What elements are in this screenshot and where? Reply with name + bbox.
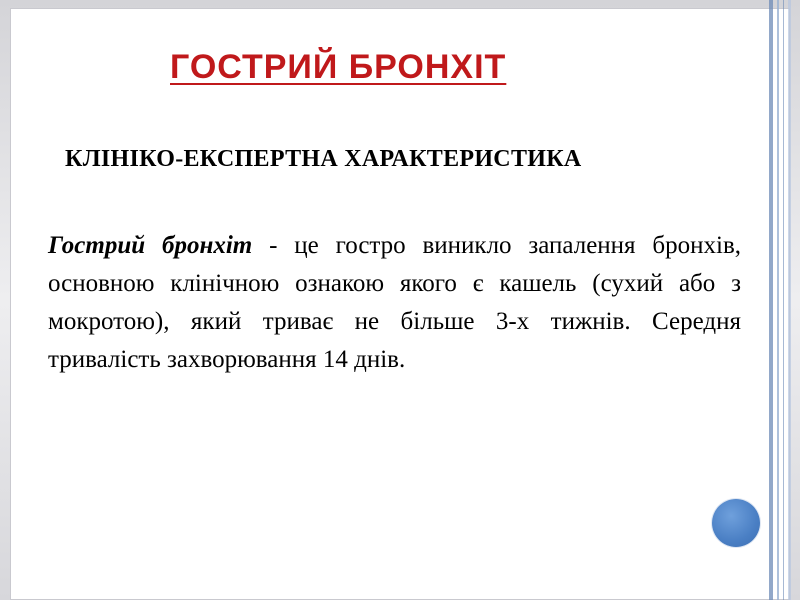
decorative-stripe	[783, 0, 784, 600]
decorative-stripe	[777, 0, 779, 600]
decorative-stripe	[788, 0, 791, 600]
circle-button-icon[interactable]	[712, 499, 760, 547]
definition-term: Гострий бронхіт	[48, 232, 253, 259]
slide-subtitle: КЛІНІКО-ЕКСПЕРТНА ХАРАКТЕРИСТИКА	[65, 146, 582, 172]
slide-title: ГОСТРИЙ БРОНХІТ	[170, 48, 507, 86]
decorative-stripe	[769, 0, 773, 600]
definition-text: - це гостро виникло запалення бронхів, основною клінічною ознакою якого є кашель (сухий або з мокротою), який триває не більше 3-х тижнів. Середня тривалість захворювання 14 днів.	[48, 232, 741, 373]
slide-body-text	[48, 227, 741, 379]
